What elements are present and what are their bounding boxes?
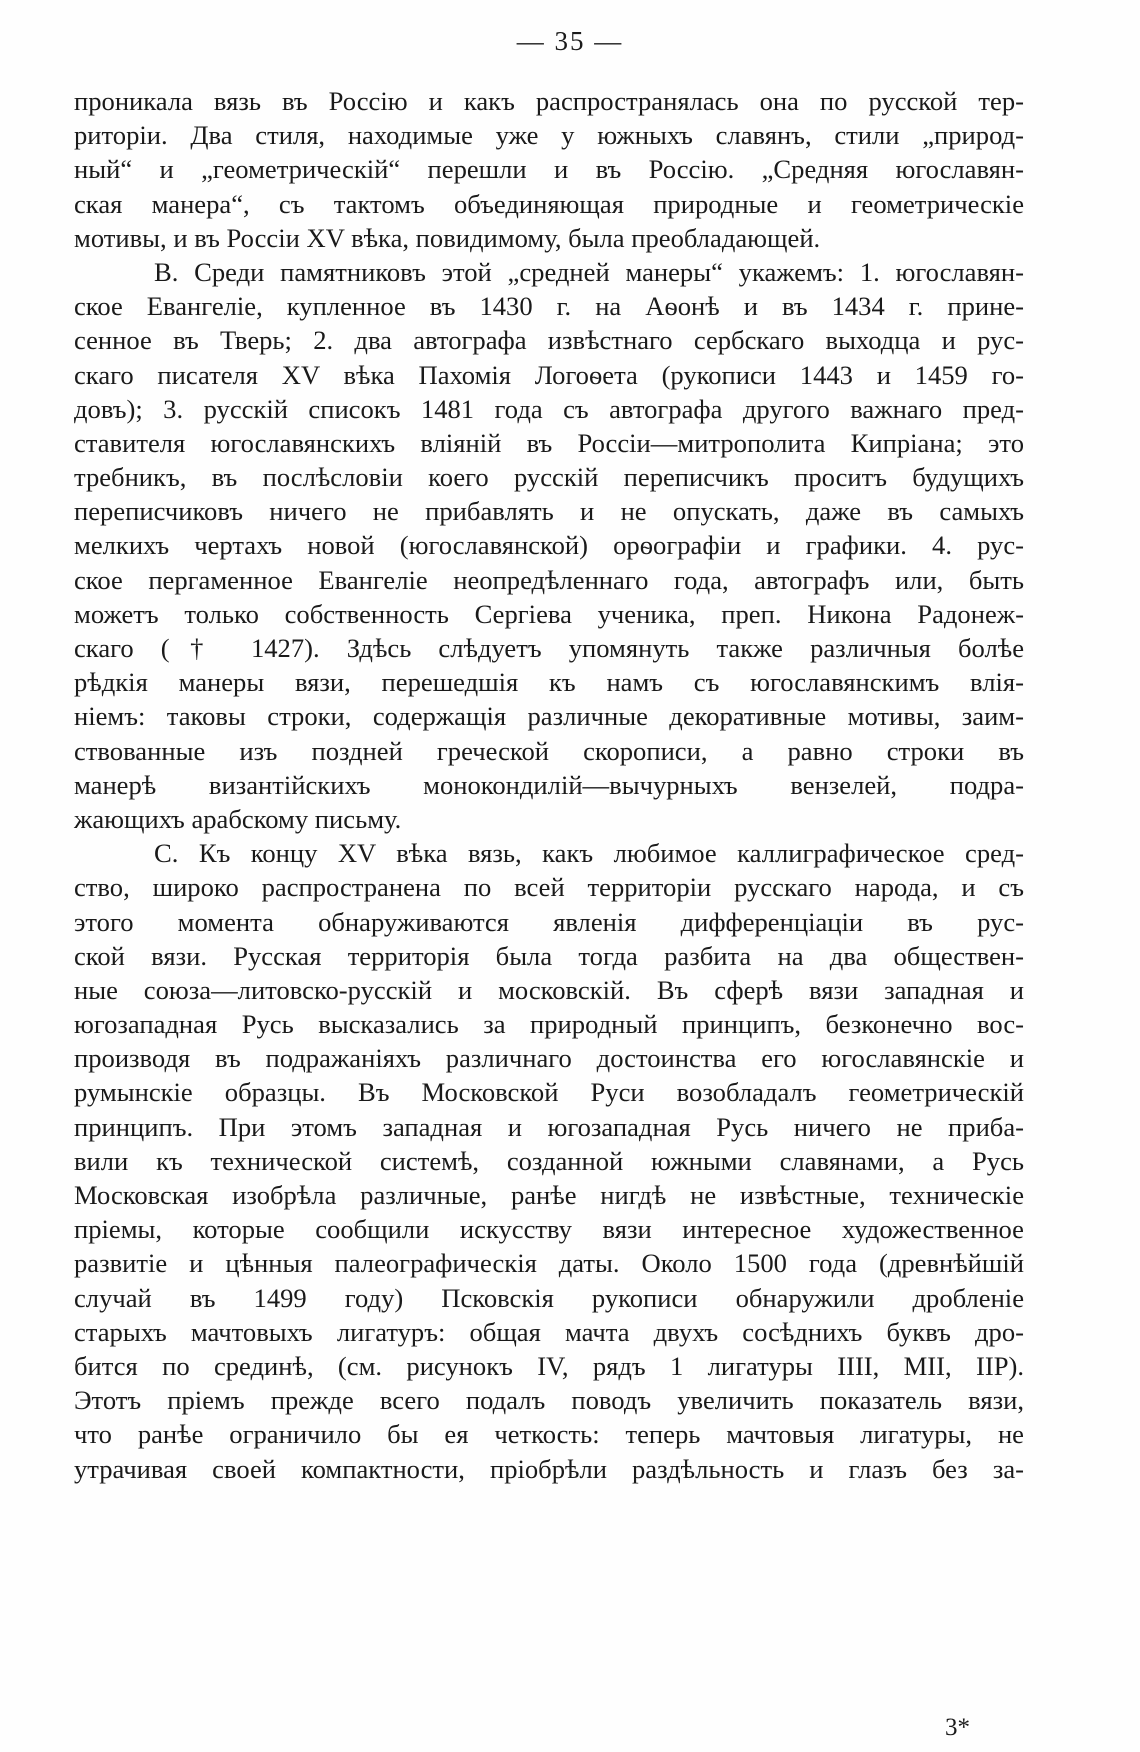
body-text <box>74 84 1024 1486</box>
text-line: ные союза—литовско-русскій и московскій. Въ сферѣ вязи западная и <box>74 974 1024 1005</box>
text-line: скаго († 1427). Здѣсь слѣдуетъ упомянуть также различныя болѣе <box>74 633 1024 663</box>
text-line: старыхъ мачтовыхъ лигатуръ: общая мачта двухъ сосѣднихъ буквъ дро- <box>74 1316 1024 1347</box>
text-line: румынскіе образцы. Въ Московской Руси возобладалъ геометрическій <box>74 1077 1024 1108</box>
printer-signature-mark: 3* <box>945 1714 970 1741</box>
text-line: мотивы, и въ Россіи XV вѣка, повидимому, была преобладающей. <box>74 222 821 253</box>
text-line: проникала вязь въ Россію и какъ распространялась она по русской тер- <box>74 86 1024 116</box>
text-line: риторіи. Два стиля, находимые уже у южныхъ славянъ, стили „природ- <box>74 120 1024 151</box>
text-line: ской вязи. Русская территорія была тогда разбита на два обществен- <box>74 940 1024 971</box>
text-line: случай въ 1499 году) Псковскія рукописи обнаружили дробленіе <box>74 1282 1024 1313</box>
text-line: ское Евангеліе, купленное въ 1430 г. на Аѳонѣ и въ 1434 г. прине- <box>74 291 1024 322</box>
text-line: сенное въ Тверь; 2. два автографа извѣстнаго сербскаго выходца и рус- <box>74 325 1024 356</box>
text-line: пріемы, которые сообщили искусству вязи интересное художественное <box>74 1214 1024 1245</box>
text-line: ская манера“, съ тактомъ объединяющая природные и геометрическіе <box>74 188 1024 219</box>
text-line: Московская изобрѣла различные, ранѣе нигдѣ не извѣстные, техническіе <box>74 1180 1024 1210</box>
text-line: можетъ только собственность Сергіева ученика, преп. Никона Радонеж- <box>74 598 1024 629</box>
text-line: югозападная Русь высказались за природный принципъ, безконечно вос- <box>74 1009 1024 1040</box>
text-line: мелкихъ чертахъ новой (югославянской) орѳографіи и графики. 4. рус- <box>74 530 1024 561</box>
text-line: ствованные изъ поздней греческой скорописи, а равно строки въ <box>74 735 1024 766</box>
text-line: довъ); 3. русскій списокъ 1481 года съ автографа другого важнаго пред- <box>74 393 1024 424</box>
text-line: переписчиковъ ничего не прибавлять и не опускать, даже въ самыхъ <box>74 496 1024 527</box>
text-line: ніемъ: таковы строки, содержащія различные декоративные мотивы, заим- <box>74 701 1024 732</box>
text-line: бится по срединѣ, (см. рисунокъ IV, рядъ 1 лигатуры ІІІІ, МІІ, ІІР). <box>74 1350 1024 1381</box>
section-b-start: В. Среди памятниковъ этой „средней манеры“ укажемъ: 1. югославян- <box>154 256 1024 287</box>
text-line: ставителя югославянскихъ вліяній въ Россіи—митрополита Кипріана; это <box>74 427 1024 458</box>
text-line: Этотъ пріемъ прежде всего подалъ поводъ увеличить показатель вязи, <box>74 1385 1024 1416</box>
text-line: утрачивая своей компактности, пріобрѣли раздѣльность и глазъ без за- <box>74 1453 1024 1484</box>
text-line: этого момента обнаруживаются явленія дифференціаціи въ рус- <box>74 906 1024 937</box>
text-line: производя въ подражаніяхъ различнаго достоинства его югославянскіе и <box>74 1043 1024 1074</box>
text-line: ское пергаменное Евангеліе неопредѣленнаго года, автографъ или, быть <box>74 564 1024 595</box>
text-line: рѣдкія манеры вязи, перешедшія къ намъ съ югославянскимъ влія- <box>74 667 1024 698</box>
text-line: манерѣ византійскихъ монокондилій—вычурныхъ вензелей, подра- <box>74 769 1024 800</box>
section-c-start: С. Къ концу XV вѣка вязь, какъ любимое каллиграфическое сред- <box>154 838 1024 869</box>
page-number: — 35 — <box>516 26 624 56</box>
text-line: требникъ, въ послѣсловіи коего русскій переписчикъ проситъ будущихъ <box>74 462 1024 493</box>
text-line: развитіе и цѣнныя палеографическія даты. Около 1500 года (древнѣйшій <box>74 1248 1024 1279</box>
text-line: ный“ и „геометрическій“ перешли и въ Россію. „Средняя югославян- <box>74 154 1024 185</box>
text-line: принципъ. При этомъ западная и югозападная Русь ничего не приба- <box>74 1111 1024 1142</box>
text-line: скаго писателя XV вѣка Пахомія Логоѳета (рукописи 1443 и 1459 го- <box>74 359 1024 390</box>
text-line: жающихъ арабскому письму. <box>74 803 402 834</box>
text-line: ство, широко распространена по всей территоріи русскаго народа, и съ <box>74 872 1024 903</box>
text-line: вили къ технической системѣ, созданной южными славянами, а Русь <box>74 1145 1024 1176</box>
text-line: что ранѣе ограничило бы ея четкость: теперь мачтовыя лигатуры, не <box>74 1419 1024 1450</box>
